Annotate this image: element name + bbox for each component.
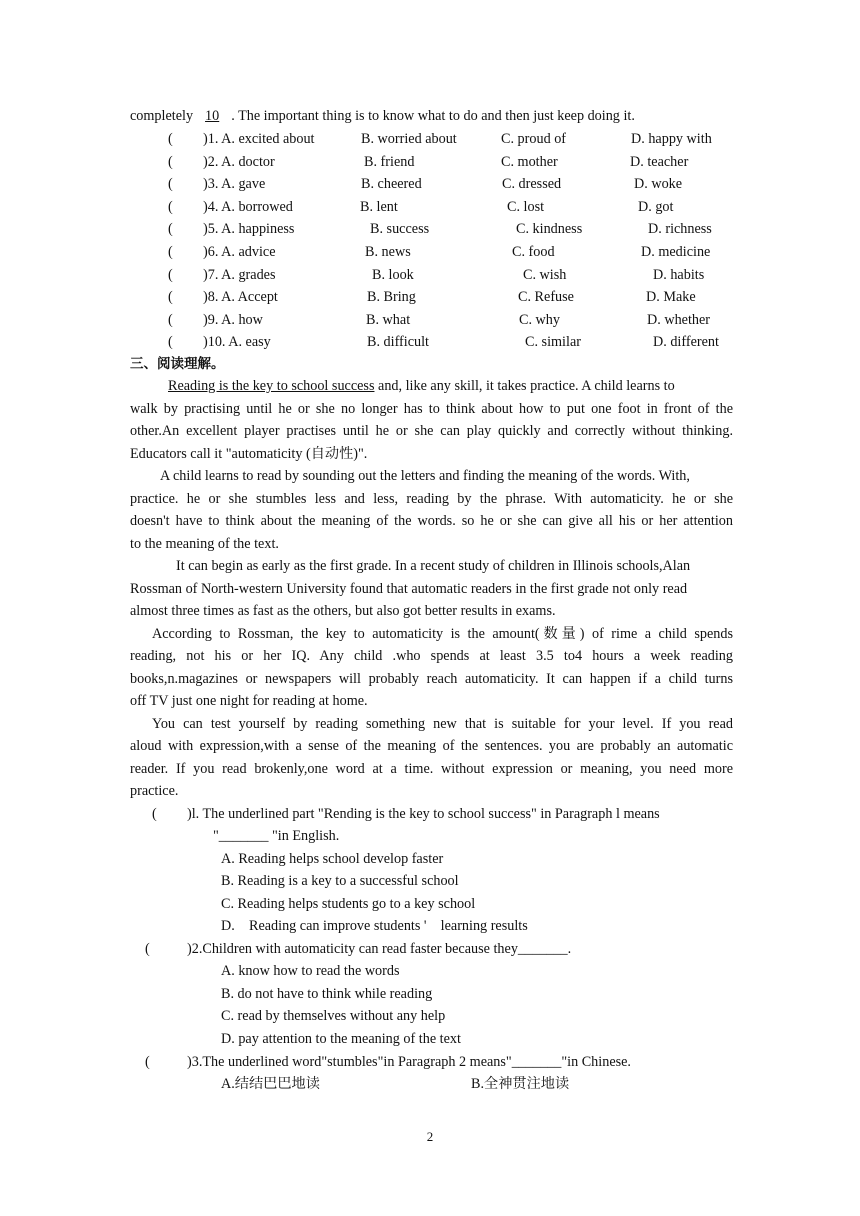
- passage-p2-line3: doesn't have to think about the meaning of the words. so he or she can give all his or her attention: [130, 513, 733, 529]
- passage-p1-line1: [168, 377, 675, 395]
- option-c[interactable]: C. dressed: [502, 176, 562, 193]
- option-b[interactable]: B. success: [370, 221, 430, 238]
- option-c[interactable]: C. Refuse: [518, 289, 574, 306]
- cloze-question-9: [0, 311, 860, 329]
- answer-paren[interactable]: (: [168, 244, 173, 260]
- option-b[interactable]: B. lent: [360, 198, 398, 215]
- rq1-option-c[interactable]: C. Reading helps students go to a key school: [221, 896, 476, 912]
- rq1-text: )l. The underlined part "Rending is the key to school success" in Paragraph l means: [187, 806, 660, 822]
- option-c[interactable]: C. kindness: [516, 221, 583, 238]
- passage-p4-line4: off TV just one night for reading at home.: [130, 693, 368, 709]
- option-b[interactable]: B. what: [366, 311, 411, 328]
- option-a[interactable]: )5. A. happiness: [203, 221, 295, 238]
- passage-p4-line1: According to Rossman, the key to automaticity is the amount(数量) of rime a child spends: [152, 626, 733, 642]
- rq1-option-b[interactable]: B. Reading is a key to a successful school: [221, 873, 459, 889]
- passage-p3-line3: almost three times as fast as the others, but also got better results in exams.: [130, 603, 556, 619]
- option-c[interactable]: C. similar: [525, 334, 581, 351]
- option-a[interactable]: )8. A. Accept: [203, 289, 278, 306]
- option-a[interactable]: )10. A. easy: [203, 334, 271, 351]
- option-c[interactable]: C. wish: [523, 266, 567, 283]
- passage-p1-line2: walk by practising until he or she no longer has to think about how to put one foot in front of the: [130, 401, 733, 417]
- passage-p5-line4: practice.: [130, 783, 179, 799]
- option-c[interactable]: C. proud of: [501, 131, 567, 147]
- intro-prefix: completely: [130, 108, 194, 124]
- option-b[interactable]: B. worried about: [361, 131, 457, 147]
- option-c[interactable]: C. mother: [501, 153, 558, 170]
- passage-p4-line2: reading, not his or her IQ. Any child .who spends at least 3.5 to4 hours a week reading: [130, 648, 733, 664]
- rq2-text: )2.Children with automaticity can read faster because they_______.: [187, 941, 572, 957]
- rq1-text-cont: "_______ "in English.: [213, 828, 340, 844]
- passage-p1-line1-rest: and, like any skill, it takes practice. A child learns to: [374, 378, 675, 394]
- option-a[interactable]: )7. A. grades: [203, 266, 276, 283]
- answer-paren[interactable]: (: [168, 266, 173, 283]
- passage-p3-line1: It can begin as early as the first grade. In a recent study of children in Illinois schools,Alan: [176, 558, 691, 574]
- cloze-question-6: [0, 243, 860, 261]
- option-a[interactable]: )2. A. doctor: [203, 153, 275, 170]
- answer-paren[interactable]: (: [168, 334, 173, 351]
- option-d[interactable]: D. different: [653, 334, 719, 351]
- rq2-option-b[interactable]: B. do not have to think while reading: [221, 986, 433, 1002]
- option-d[interactable]: D. happy with: [631, 131, 712, 147]
- cloze-question-7: [0, 266, 860, 284]
- option-a[interactable]: )6. A. advice: [203, 244, 276, 260]
- option-d[interactable]: D. medicine: [641, 244, 711, 260]
- option-d[interactable]: D. richness: [648, 221, 712, 238]
- answer-paren[interactable]: (: [168, 153, 173, 170]
- answer-paren[interactable]: (: [168, 221, 173, 238]
- passage-p5-line1: You can test yourself by reading something new that is suitable for your level. If you read: [152, 716, 733, 732]
- section-heading: 三、阅读理解。: [130, 356, 225, 372]
- intro-line: [130, 107, 635, 125]
- cloze-question-3: [0, 175, 860, 193]
- rq3-text: )3.The underlined word"stumbles"in Paragraph 2 means"_______"in Chinese.: [187, 1054, 631, 1070]
- option-b[interactable]: B. difficult: [367, 334, 430, 351]
- option-d[interactable]: D. woke: [634, 176, 683, 193]
- option-a[interactable]: )3. A. gave: [203, 176, 266, 193]
- underlined-phrase: Reading is the key to school success: [168, 378, 375, 394]
- option-c[interactable]: C. food: [512, 244, 555, 260]
- cloze-question-10: [0, 333, 860, 351]
- answer-paren[interactable]: (: [168, 198, 173, 215]
- rq1-paren[interactable]: (: [152, 806, 157, 822]
- passage-p4-line3: books,n.magazines or newspapers will probably reach automaticity. It can happen if a child turns: [130, 671, 733, 687]
- option-d[interactable]: D. got: [638, 198, 674, 215]
- cloze-question-4: [0, 198, 860, 216]
- passage-p2-line1: A child learns to read by sounding out the letters and finding the meaning of the words. With,: [160, 468, 690, 484]
- rq2-option-d[interactable]: D. pay attention to the meaning of the text: [221, 1031, 461, 1047]
- passage-p3-line2: Rossman of North-western University found that automatic readers in the first grade not only read: [130, 581, 688, 597]
- passage-p1-line4: Educators call it "automaticity (自动性)".: [130, 446, 368, 462]
- option-d[interactable]: D. teacher: [630, 153, 689, 170]
- option-b[interactable]: B. news: [365, 244, 411, 260]
- passage-p5-line3: reader. If you read brokenly,one word at a time. without expression or meaning, you need more: [130, 761, 733, 777]
- rq1-option-d[interactable]: D. Reading can improve students ' learning results: [221, 918, 528, 934]
- option-b[interactable]: B. friend: [364, 153, 415, 170]
- option-d[interactable]: D. whether: [647, 311, 711, 328]
- rq3-paren[interactable]: (: [145, 1054, 150, 1070]
- option-d[interactable]: D. habits: [653, 266, 705, 283]
- answer-paren[interactable]: (: [168, 131, 173, 147]
- rq1-option-a[interactable]: A. Reading helps school develop faster: [221, 851, 444, 867]
- passage-p2-line4: to the meaning of the text.: [130, 536, 279, 552]
- cloze-question-5: [0, 220, 860, 238]
- cloze-question-1: [0, 130, 860, 148]
- rq2-option-c[interactable]: C. read by themselves without any help: [221, 1008, 446, 1024]
- rq2-option-a[interactable]: A. know how to read the words: [221, 963, 400, 979]
- option-b[interactable]: B. Bring: [367, 289, 416, 306]
- cloze-question-2: [0, 153, 860, 171]
- answer-paren[interactable]: (: [168, 176, 173, 193]
- passage-p5-line2: aloud with expression,with a sense of the meaning of the sentences. you are probably an automatic: [130, 738, 733, 754]
- rq3-option-b[interactable]: B.全神贯注地读: [471, 1076, 570, 1092]
- option-a[interactable]: )9. A. how: [203, 311, 263, 328]
- option-b[interactable]: B. look: [372, 266, 414, 283]
- passage-p1-line3: other.An excellent player practises until he or she can play quickly and correctly without thinking.: [130, 423, 733, 439]
- option-c[interactable]: C. lost: [507, 198, 545, 215]
- option-a[interactable]: )4. A. borrowed: [203, 198, 293, 215]
- option-d[interactable]: D. Make: [646, 289, 696, 306]
- rq3-option-a[interactable]: A.结结巴巴地读: [221, 1076, 320, 1092]
- answer-paren[interactable]: (: [168, 289, 173, 306]
- passage-p2-line2: practice. he or she stumbles less and less, reading by the phrase. With automaticity. he or she: [130, 491, 733, 507]
- cloze-question-8: [0, 288, 860, 306]
- page-number: 2: [426, 1129, 434, 1144]
- option-a[interactable]: )1. A. excited about: [203, 131, 315, 147]
- blank-10: 10: [205, 108, 220, 124]
- rq2-paren[interactable]: (: [145, 941, 150, 957]
- answer-paren[interactable]: (: [168, 311, 173, 328]
- option-c[interactable]: C. why: [519, 311, 560, 328]
- intro-suffix: . The important thing is to know what to do and then just keep doing it.: [231, 108, 635, 124]
- option-b[interactable]: B. cheered: [361, 176, 422, 193]
